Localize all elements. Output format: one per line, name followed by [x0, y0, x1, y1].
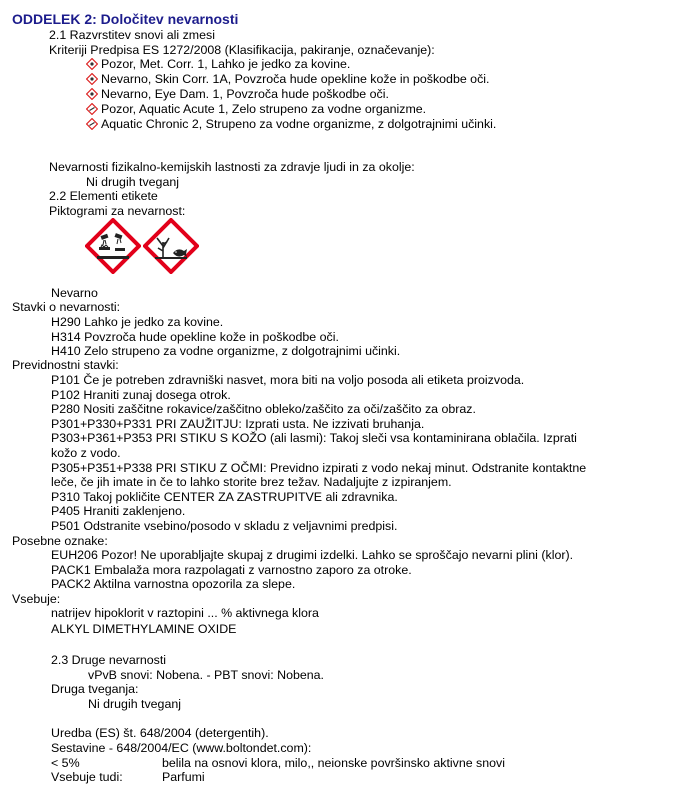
precautionary-statement: P303+P361+P353 PRI STIKU S KOŽO (ali lasmi): Takoj sleči vsa kontaminirana oblačila. Izprati [51, 431, 577, 445]
classification-item: Nevarno, Skin Corr. 1A, Povzroča hude opekline kože in poškodbe oči. [101, 72, 490, 86]
pictograms-label: Piktogrami za nevarnost: [49, 204, 186, 218]
hazard-statement: H290 Lahko je jedko za kovine. [51, 315, 224, 329]
special-statement: PACK2 Aktilna varnostna opozorila za slepe. [51, 577, 296, 591]
precautionary-statement: P310 Takoj pokličite CENTER ZA ZASTRUPITVE ali zdravnika. [51, 490, 398, 504]
contains-item: natrijev hipoklorit v raztopini ... % aktivnega klora [51, 606, 319, 620]
precautionary-statement-cont: leče, če jih imate in če to lahko storite brez težav. Nadaljujte z izpiranjem. [51, 475, 452, 489]
hazard-diamond-icon [86, 73, 98, 85]
ingredient-row-label: < 5% [51, 756, 80, 770]
hazard-diamond-icon [86, 58, 98, 70]
precautionary-statement: P101 Če je potreben zdravniški nasvet, mora biti na voljo posoda ali etiketa proizvoda. [51, 373, 525, 387]
precautionary-label: Previdnostni stavki: [12, 358, 119, 372]
regulation-line: Uredba (ES) št. 648/2004 (detergentih). [51, 726, 269, 740]
ingredient-row-value: Parfumi [162, 770, 205, 784]
criteria-label: Kriteriji Predpisa ES 1272/2008 (Klasifikacija, pakiranje, označevanje): [49, 43, 435, 57]
physchem-label: Nevarnosti fizikalno-kemijskih lastnosti za zdravje ljudi in za okolje: [49, 160, 415, 174]
ingredient-row-label: Vsebuje tudi: [51, 770, 123, 784]
precautionary-statement: P305+P351+P338 PRI STIKU Z OČMI: Previdno izpirati z vodo nekaj minut. Odstranite kontaktne [51, 461, 587, 475]
subsection-2-2-heading: 2.2 Elementi etikete [49, 189, 158, 203]
physchem-value: Ni drugih tveganj [86, 175, 179, 189]
hazard-diamond-icon [86, 118, 98, 130]
other-risks-value: Ni drugih tveganj [88, 697, 181, 711]
contains-item: ALKYL DIMETHYLAMINE OXIDE [51, 622, 237, 636]
precautionary-statement: P405 Hraniti zaklenjeno. [51, 504, 186, 518]
hazard-diamond-icon [86, 88, 98, 100]
subsection-2-3-heading: 2.3 Druge nevarnosti [51, 653, 167, 667]
hazard-statement: H410 Zelo strupeno za vodne organizme, z dolgotrajnimi učinki. [51, 344, 401, 358]
precautionary-statement: P301+P330+P331 PRI ZAUŽITJU: Izprati usta. Ne izzivati bruhanja. [51, 417, 425, 431]
section-title: ODDELEK 2: Določitev nevarnosti [12, 11, 239, 27]
special-statement: EUH206 Pozor! Ne uporabljajte skupaj z drugimi izdelki. Lahko se sproščajo nevarni plini (klor). [51, 548, 574, 562]
hazard-statements-label: Stavki o nevarnosti: [12, 300, 121, 314]
precautionary-statement-cont: kožo z vodo. [51, 446, 121, 460]
corrosion-pictogram-icon [85, 218, 141, 274]
hazard-diamond-icon [86, 103, 98, 115]
precautionary-statement: P280 Nositi zaščitne rokavice/zaščitno obleko/zaščito za oči/zaščito za obraz. [51, 402, 476, 416]
classification-item: Pozor, Met. Corr. 1, Lahko je jedko za kovine. [101, 57, 351, 71]
special-statement: PACK1 Embalaža mora razpolagati z varnostno zaporo za otroke. [51, 563, 412, 577]
subsection-2-1-heading: 2.1 Razvrstitev snovi ali zmesi [49, 28, 215, 42]
environment-pictogram-icon [143, 218, 199, 274]
special-label: Posebne oznake: [12, 534, 108, 548]
precautionary-statement: P501 Odstranite vsebino/posodo v skladu z veljavnimi predpisi. [51, 519, 398, 533]
classification-item: Aquatic Chronic 2, Strupeno za vodne organizme, z dolgotrajnimi učinki. [101, 117, 497, 131]
signal-word: Nevarno [51, 286, 98, 300]
other-risks-label: Druga tveganja: [51, 682, 139, 696]
classification-item: Pozor, Aquatic Acute 1, Zelo strupeno za vodne organizme. [101, 102, 427, 116]
contains-label: Vsebuje: [12, 592, 61, 606]
classification-item: Nevarno, Eye Dam. 1, Povzroča hude poškodbe oči. [101, 87, 389, 101]
ingredient-row-value: belila na osnovi klora, milo,, neionske površinsko aktivne snovi [162, 756, 505, 770]
ingredients-line: Sestavine - 648/2004/EC (www.boltondet.com): [51, 741, 312, 755]
hazard-statement: H314 Povzroča hude opekline kože in poškodbe oči. [51, 330, 339, 344]
pbt-line: vPvB snovi: Nobena. - PBT snovi: Nobena. [88, 668, 325, 682]
precautionary-statement: P102 Hraniti zunaj dosega otrok. [51, 388, 231, 402]
